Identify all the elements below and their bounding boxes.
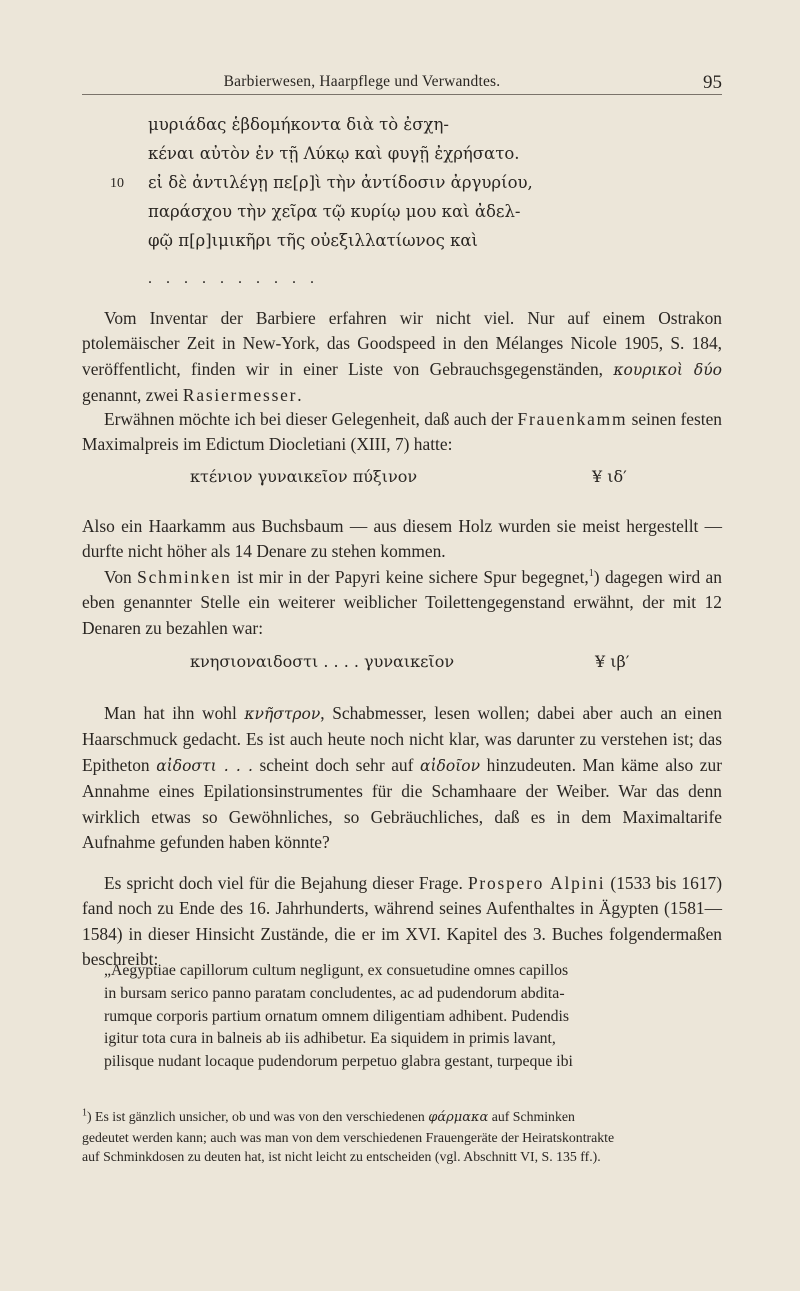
footnote: [82, 1107, 722, 1167]
paragraph-alpini: [82, 871, 722, 973]
text: Man hat ihn wohl: [104, 703, 245, 723]
emphasis: Frauenkamm: [517, 409, 628, 429]
price-value: ¥ ιδ′: [592, 467, 627, 486]
line-number: 10: [110, 176, 124, 191]
text: auf Schminken: [488, 1109, 575, 1124]
price-entry-comb: [82, 467, 722, 493]
footnote-line: gedeutet werden kann; auch was man von dem verschiedenen Frauengeräte der Heiratskontrakte: [82, 1129, 615, 1145]
quote-line: „Aegyptiae capillorum cultum negligunt, ex consuetudine omnes capillos: [104, 962, 569, 979]
emphasis: Prospero Alpini: [467, 873, 606, 893]
text: hinzudeuten. Man käme also zur Annahme eines Epilationsinstrumentes für die Schamhaare der Weiber. War das denn wirklich etwas so Gewöhnliches, so Gebräuchliches, daß es in dem Maximaltarife Aufnahme gefunden haben könnte?: [82, 754, 723, 853]
ellipsis-line: . . . . . . . . . .: [148, 270, 319, 287]
text: ) dagegen wird an eben genannter Stelle ein weiterer weiblicher Toilettengegenstand erwähnt, der mit 12 Denaren zu bezahlen war:: [82, 567, 722, 638]
quote-line: in bursam serico panno paratam concludentes, ac ad pudendorum abdita-: [104, 984, 565, 1002]
text: Von: [104, 567, 138, 587]
greek-line: εἰ δὲ ἀντιλέγῃ πε[ρ]ὶ τὴν ἀντίδοσιν ἀργυρίου,: [148, 173, 533, 192]
text: ist mir in der Papyri keine sichere Spur begegnet,: [231, 567, 589, 587]
greek-term: κουρικοὶ δύο: [613, 360, 722, 379]
paragraph-schminken: [82, 565, 722, 641]
text: Vom Inventar der Barbiere erfahren wir nicht viel. Nur auf einem Ostrakon ptolemäischer Zeit in New-York, das Goodspeed in den Mélanges Nicole 1905, S. 184, veröffentlicht, finden wir in einer Liste von Gebrauchsgegenständen,: [82, 308, 722, 379]
text: , Schabmesser, lesen wollen; dabei aber auch an einen Haarschmuck gedacht. Es ist auch heute noch nicht klar, was darunter zu verstehen ist; das Epitheton: [82, 703, 722, 775]
greek-term: φάρμακα: [428, 1110, 489, 1125]
paragraph-frauenkamm: [82, 407, 722, 458]
latin-quote: [104, 960, 720, 1074]
text: ) Es ist gänzlich unsicher, ob und was von den verschiedenen: [87, 1109, 429, 1124]
greek-term: αἰδοστι . . .: [156, 756, 253, 775]
running-header: [82, 72, 722, 95]
text: .: [297, 385, 302, 406]
greek-term: κνῆστρον: [244, 705, 321, 723]
text: Erwähnen möchte ich bei dieser Gelegenheit, daß auch der: [104, 409, 518, 429]
footnote-marker: 1: [588, 568, 594, 580]
paragraph-haarkamm: [82, 514, 722, 565]
footnote-line: auf Schminkdosen zu deuten hat, ist nicht leicht zu entscheiden (vgl. Abschnitt VI, S. 135 ff.).: [82, 1149, 601, 1164]
emphasis: Schminken: [137, 567, 232, 587]
greek-line: παράσχου τὴν χεῖρα τῷ κυρίῳ μου καὶ ἀδελ-: [148, 202, 521, 221]
footnote-line: [82, 1107, 722, 1128]
text: (1533 bis 1617) fand noch zu Ende des 16. Jahrhunderts, während seines Aufenthaltes in Ägypten (1581—1584) in dieser Hinsicht Zustände, die er im XVI. Kapitel des 3. Buches folgendermaßen beschreibt:: [82, 873, 722, 970]
price-entry-tool: [82, 652, 722, 678]
page-number: 95: [703, 72, 722, 93]
emphasis: Rasiermesser: [182, 385, 298, 406]
text: Es spricht doch viel für die Bejahung dieser Frage.: [104, 873, 468, 893]
price-item: κτένιον γυναικεῖον πύξινον: [190, 467, 418, 486]
text: Also ein Haarkamm aus Buchsbaum — aus diesem Holz wurden sie meist hergestellt — durfte nicht höher als 14 Denare zu stehen kommen.: [82, 516, 722, 562]
text: scheint doch sehr auf: [252, 754, 420, 775]
running-title: Barbierwesen, Haarpflege und Verwandtes.: [223, 73, 501, 90]
greek-line: κέναι αὐτὸν ἐν τῇ Λύκῳ καὶ φυγῇ ἐχρήσατο.: [148, 144, 520, 163]
greek-term: αἰδοῖον: [420, 756, 481, 775]
quote-line: pilisque nudant locaque pudendorum perpetuo glabra gestant, turpeque ibi: [104, 1053, 573, 1071]
footnote-marker: 1: [82, 1107, 87, 1119]
text: genannt, zwei: [82, 385, 183, 406]
price-item: κνησιοναιδοστι . . . . γυναικεῖον: [190, 652, 455, 671]
quote-line: rumque corporis partium ornatum omnem diligentiam adhibent. Pudendis: [104, 1007, 570, 1025]
greek-line: μυριάδας ἑβδομήκοντα διὰ τὸ ἐσχη-: [148, 115, 449, 134]
greek-line: φῷ π[ρ]ιμικῆρι τῆς οὐεξιλλατίωνος καὶ: [148, 231, 478, 250]
paragraph-epitheton: [82, 701, 722, 855]
text: seinen festen Maximalpreis im Edictum Diocletiani (XIII, 7) hatte:: [82, 409, 722, 455]
quote-line: igitur tota cura in balneis ab iis adhibetur. Ea siquidem in primis lavant,: [104, 1030, 556, 1048]
price-value: ¥ ιβ′: [595, 652, 630, 671]
paragraph-inventory: [82, 306, 722, 409]
